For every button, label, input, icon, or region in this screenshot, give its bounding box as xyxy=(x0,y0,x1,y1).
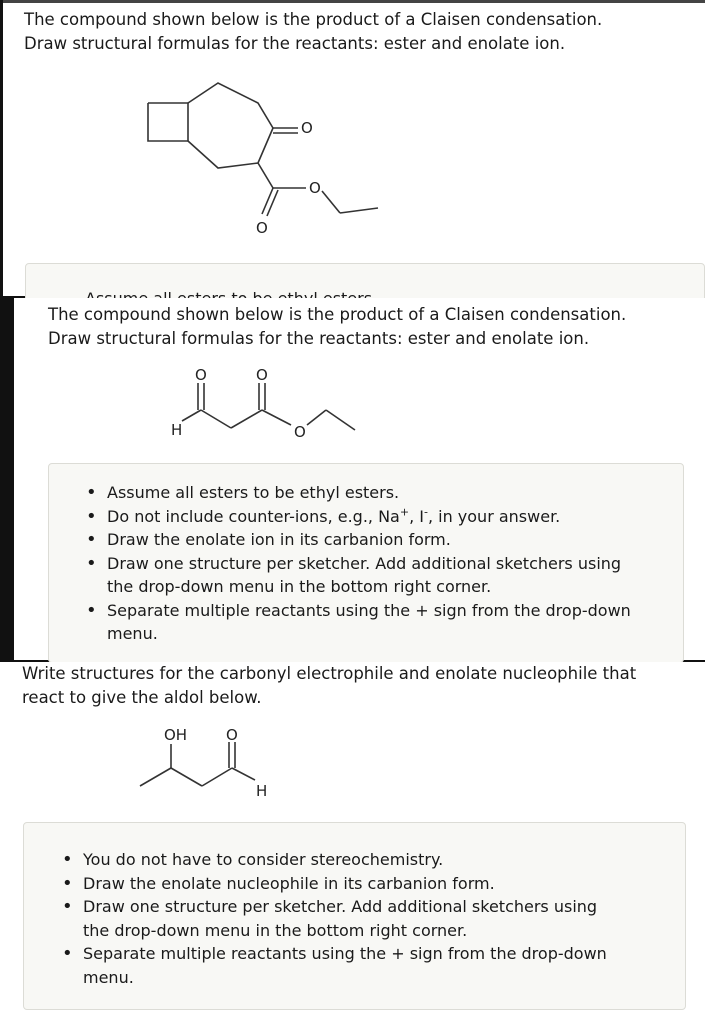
atom-label-o: O xyxy=(226,726,238,744)
question-line: The compound shown below is the product of a Claisen condensation. xyxy=(48,305,627,324)
list-item: • Assume all esters to be ethyl esters. xyxy=(107,481,683,505)
list-item: • Separate multiple reactants using the + sign from the drop-down menu. xyxy=(107,599,683,646)
question-line: Draw structural formulas for the reactants: ester and enolate ion. xyxy=(24,34,566,53)
question-text xyxy=(24,8,694,56)
atom-label-o: O xyxy=(256,366,268,384)
list-item: • Separate multiple reactants using the + sign from the drop-down menu. xyxy=(83,942,685,989)
atom-label-h: H xyxy=(171,421,183,439)
screenshot-panel-1 xyxy=(3,0,705,296)
instruction-list xyxy=(24,848,685,989)
atom-label-oh: OH xyxy=(164,726,188,744)
screenshot-panel-2 xyxy=(14,298,705,660)
list-item: • Draw the enolate nucleophile in its carbanion form. xyxy=(83,872,685,896)
molecule-aldol xyxy=(130,722,280,802)
question-text xyxy=(48,303,698,351)
question-line: The compound shown below is the product of a Claisen condensation. xyxy=(24,10,603,29)
atom-label-o: O xyxy=(294,423,306,441)
list-item: • Draw the enolate ion in its carbanion form. xyxy=(107,528,683,552)
question-text xyxy=(22,662,702,710)
instruction-box xyxy=(48,463,684,663)
molecule-formyl-ester xyxy=(154,363,374,453)
question-line: Write structures for the carbonyl electrophile and enolate nucleophile that xyxy=(22,664,637,683)
list-item: • You do not have to consider stereochemistry. xyxy=(83,848,685,872)
list-item: • Draw one structure per sketcher. Add additional sketchers using the drop-down menu in the bottom right corner. xyxy=(83,895,685,942)
question-line: react to give the aldol below. xyxy=(22,688,262,707)
molecule-bicyclic-ketoester xyxy=(123,73,403,248)
instruction-list xyxy=(49,481,683,646)
atom-label-h: H xyxy=(256,782,268,800)
atom-label-o: O xyxy=(309,179,321,197)
atom-label-o: O xyxy=(256,219,268,237)
list-item: • Do not include counter-ions, e.g., Na+, I-, in your answer. xyxy=(107,505,683,529)
atom-label-o: O xyxy=(195,366,207,384)
atom-label-o: O xyxy=(301,119,313,137)
screenshot-panel-3 xyxy=(0,662,705,1024)
list-item: • Draw one structure per sketcher. Add additional sketchers using the drop-down menu in the bottom right corner. xyxy=(107,552,683,599)
instruction-box xyxy=(23,822,686,1010)
question-line: Draw structural formulas for the reactants: ester and enolate ion. xyxy=(48,329,590,348)
